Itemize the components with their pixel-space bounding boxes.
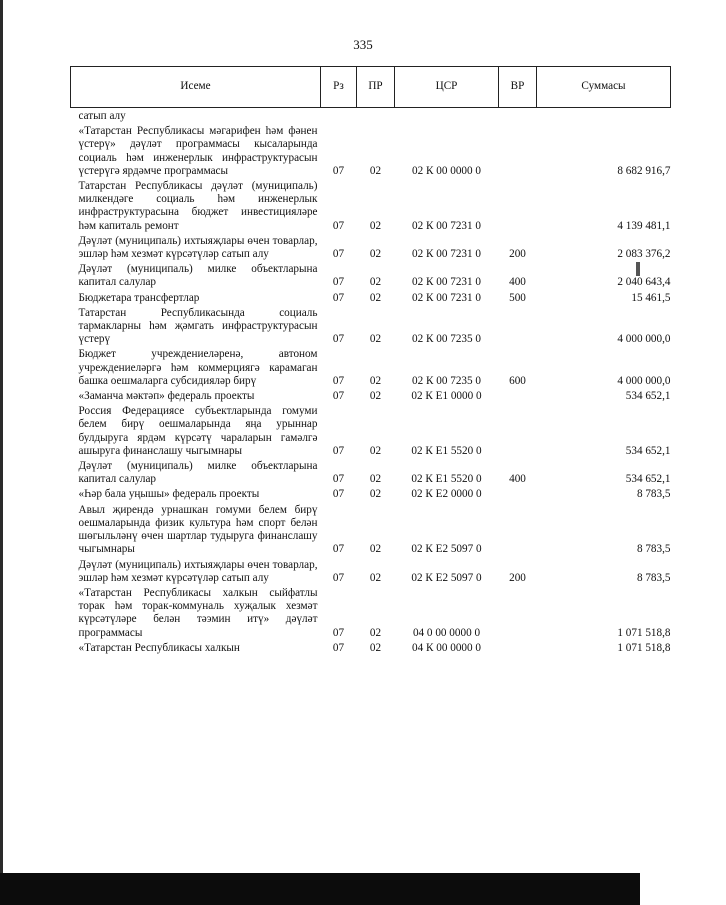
cell-vr (499, 305, 537, 347)
cell-name: Дәүләт (муниципаль) милке объектларына капитал салулар (78, 263, 318, 289)
table-body (71, 108, 671, 655)
cell-csr: 02 К 00 7231 0 (412, 248, 481, 261)
header-vr: ВР (499, 67, 537, 108)
cell-csr: 02 К Е1 0000 0 (411, 390, 482, 403)
cell-csr: 02 К 00 0000 0 (412, 164, 481, 177)
cell-vr (499, 123, 537, 178)
continuation-text: сатып алу (78, 110, 126, 122)
header-pr: ПР (357, 67, 395, 108)
table-row (71, 502, 671, 557)
cell-csr: 04 0 00 0000 0 (412, 626, 481, 639)
cell-name: Татарстан Республикасында социаль тармакларны һәм җәмгать инфраструктурасын үстерү (78, 306, 318, 346)
cell-csr: 02 К 00 7231 0 (412, 291, 481, 304)
cell-rz: 07 (332, 248, 345, 261)
cell-name: Дәүләт (муниципаль) ихтыяҗлары өчен товарлар, эшләр һәм хезмәт күрсәтүләр сатып алу (78, 558, 318, 584)
table-row (71, 233, 671, 261)
cell-rz: 07 (332, 374, 345, 387)
cell-pr: 02 (369, 571, 382, 584)
cell-pr: 02 (369, 473, 382, 486)
cell-sum: 2 040 643,4 (617, 276, 671, 289)
table-row (71, 178, 671, 233)
scan-edge-mark (636, 262, 640, 276)
scan-left-edge (0, 0, 3, 873)
cell-pr: 02 (369, 333, 382, 346)
cell-name: «Заманча мәктәп» федераль проекты (78, 390, 255, 403)
cell-vr (499, 178, 537, 233)
cell-sum: 534 652,1 (625, 444, 671, 457)
cell-pr: 02 (369, 219, 382, 232)
table-row (71, 585, 671, 640)
cell-pr: 02 (369, 641, 382, 654)
cell-rz: 07 (332, 164, 345, 177)
cell-sum: 8 682 916,7 (617, 164, 671, 177)
cell-sum: 2 083 376,2 (617, 248, 671, 261)
cell-name: Дәүләт (муниципаль) милке объектларына капитал салулар (78, 460, 318, 486)
cell-pr: 02 (369, 276, 382, 289)
scan-bottom-border (0, 873, 640, 905)
cell-sum: 8 783,5 (636, 488, 671, 501)
header-rz: Рз (321, 67, 357, 108)
cell-csr: 02 К Е2 0000 0 (411, 488, 482, 501)
cell-vr (499, 388, 537, 403)
cell-vr (499, 585, 537, 640)
cell-vr: 200 (509, 248, 526, 261)
cell-pr: 02 (369, 543, 382, 556)
cell-pr: 02 (369, 374, 382, 387)
cell-rz: 07 (332, 291, 345, 304)
page-number: 335 (353, 37, 373, 52)
cell-vr: 200 (509, 571, 526, 584)
cell-rz: 07 (332, 219, 345, 232)
table-row (71, 640, 671, 655)
table-header (71, 67, 671, 108)
cell-csr: 02 К 00 7235 0 (412, 374, 481, 387)
cell-name: Россия Федерациясе субъектларында гомуми белем бирү оешмаларында яңа урыннар булдыруга ярдәм күрсәтү чараларын гамәлгә ашыруга финанслашу чыгымнары (78, 405, 318, 457)
cell-sum: 534 652,1 (625, 390, 671, 403)
cell-pr: 02 (369, 248, 382, 261)
cell-sum: 4 000 000,0 (617, 333, 671, 346)
cell-rz: 07 (332, 641, 345, 654)
table-row (71, 261, 671, 289)
cell-name: Бюджетара трансфертлар (78, 291, 200, 304)
cell-name: «Татарстан Республикасы халкын сыйфатлы торак һәм торак-коммуналь хуҗалык хезмәт күрсәтүләре белән тәэмин итү» дәүләт программасы (78, 586, 318, 639)
cell-csr: 04 К 00 0000 0 (412, 641, 481, 654)
cell-rz: 07 (332, 444, 345, 457)
cell-rz: 07 (332, 626, 345, 639)
cell-pr: 02 (369, 164, 382, 177)
cell-sum: 1 071 518,8 (617, 626, 671, 639)
cell-pr: 02 (369, 291, 382, 304)
cell-rz: 07 (332, 571, 345, 584)
cell-vr: 600 (509, 374, 526, 387)
cell-rz: 07 (332, 390, 345, 403)
cell-vr (499, 502, 537, 557)
cell-sum: 4 139 481,1 (617, 219, 671, 232)
table-row (71, 346, 671, 388)
continuation-row (71, 108, 671, 124)
cell-rz: 07 (332, 543, 345, 556)
cell-pr: 02 (369, 444, 382, 457)
header-sum: Суммасы (537, 67, 671, 108)
cell-pr: 02 (369, 390, 382, 403)
table-row (71, 458, 671, 486)
table-row (71, 290, 671, 305)
cell-sum: 15 461,5 (631, 291, 671, 304)
table-row (71, 486, 671, 501)
table-row (71, 388, 671, 403)
cell-vr: 400 (509, 276, 526, 289)
cell-rz: 07 (332, 333, 345, 346)
table-row (71, 305, 671, 347)
cell-sum: 8 783,5 (636, 571, 671, 584)
cell-name: Авыл җирендә урнашкан гомуми белем бирү оешмаларында физик культура һәм спорт белән шөгыльләнү өчен шартлар тудыруга финанслашу чыгымнары (78, 503, 318, 556)
cell-name: Татарстан Республикасы дәүләт (муниципаль) милкендәге социаль һәм инженерлык инфраструктурасына бюджет инвестицияләре һәм капиталь ремонт (78, 180, 318, 232)
cell-name: «Татарстан Республикасы халкын (78, 641, 240, 654)
table-row (71, 557, 671, 585)
cell-sum: 534 652,1 (625, 473, 671, 486)
cell-sum: 4 000 000,0 (617, 374, 671, 387)
cell-rz: 07 (332, 276, 345, 289)
budget-table (70, 66, 671, 655)
cell-vr: 500 (509, 291, 526, 304)
cell-sum: 1 071 518,8 (617, 641, 671, 654)
cell-csr: 02 К Е1 5520 0 (411, 444, 482, 457)
cell-csr: 02 К Е2 5097 0 (411, 543, 482, 556)
cell-rz: 07 (332, 488, 345, 501)
cell-csr: 02 К 00 7231 0 (412, 276, 481, 289)
cell-csr: 02 К 00 7231 0 (412, 219, 481, 232)
cell-sum: 8 783,5 (636, 543, 671, 556)
cell-vr (499, 640, 537, 655)
cell-name: Бюджет учреждениеләренә, автоном учреждениеләргә һәм коммерциягә карамаган башка оешмаларга субсидияләр бирү (78, 348, 318, 387)
cell-vr (499, 486, 537, 501)
table-row (71, 403, 671, 458)
cell-rz: 07 (332, 473, 345, 486)
cell-vr (499, 403, 537, 458)
cell-name: «Һәр бала уңышы» федераль проекты (78, 488, 260, 501)
cell-pr: 02 (369, 488, 382, 501)
header-csr: ЦСР (395, 67, 499, 108)
cell-pr: 02 (369, 626, 382, 639)
cell-csr: 02 К 00 7235 0 (412, 333, 481, 346)
cell-name: «Татарстан Республикасы мәгарифен һәм фәнен үстерү» дәүләт программасы кысаларында социаль һәм инженерлык инфраструктурасын үстерүгә ярдәмче программасы (78, 125, 318, 177)
cell-vr: 400 (509, 473, 526, 486)
cell-csr: 02 К Е1 5520 0 (411, 473, 482, 486)
cell-name: Дәүләт (муниципаль) ихтыяҗлары өчен товарлар, эшләр һәм хезмәт күрсәтүләр сатып алу (78, 234, 318, 261)
budget-table-container (70, 66, 670, 655)
header-name: Исеме (71, 67, 321, 108)
table-row (71, 123, 671, 178)
cell-csr: 02 К Е2 5097 0 (411, 571, 482, 584)
